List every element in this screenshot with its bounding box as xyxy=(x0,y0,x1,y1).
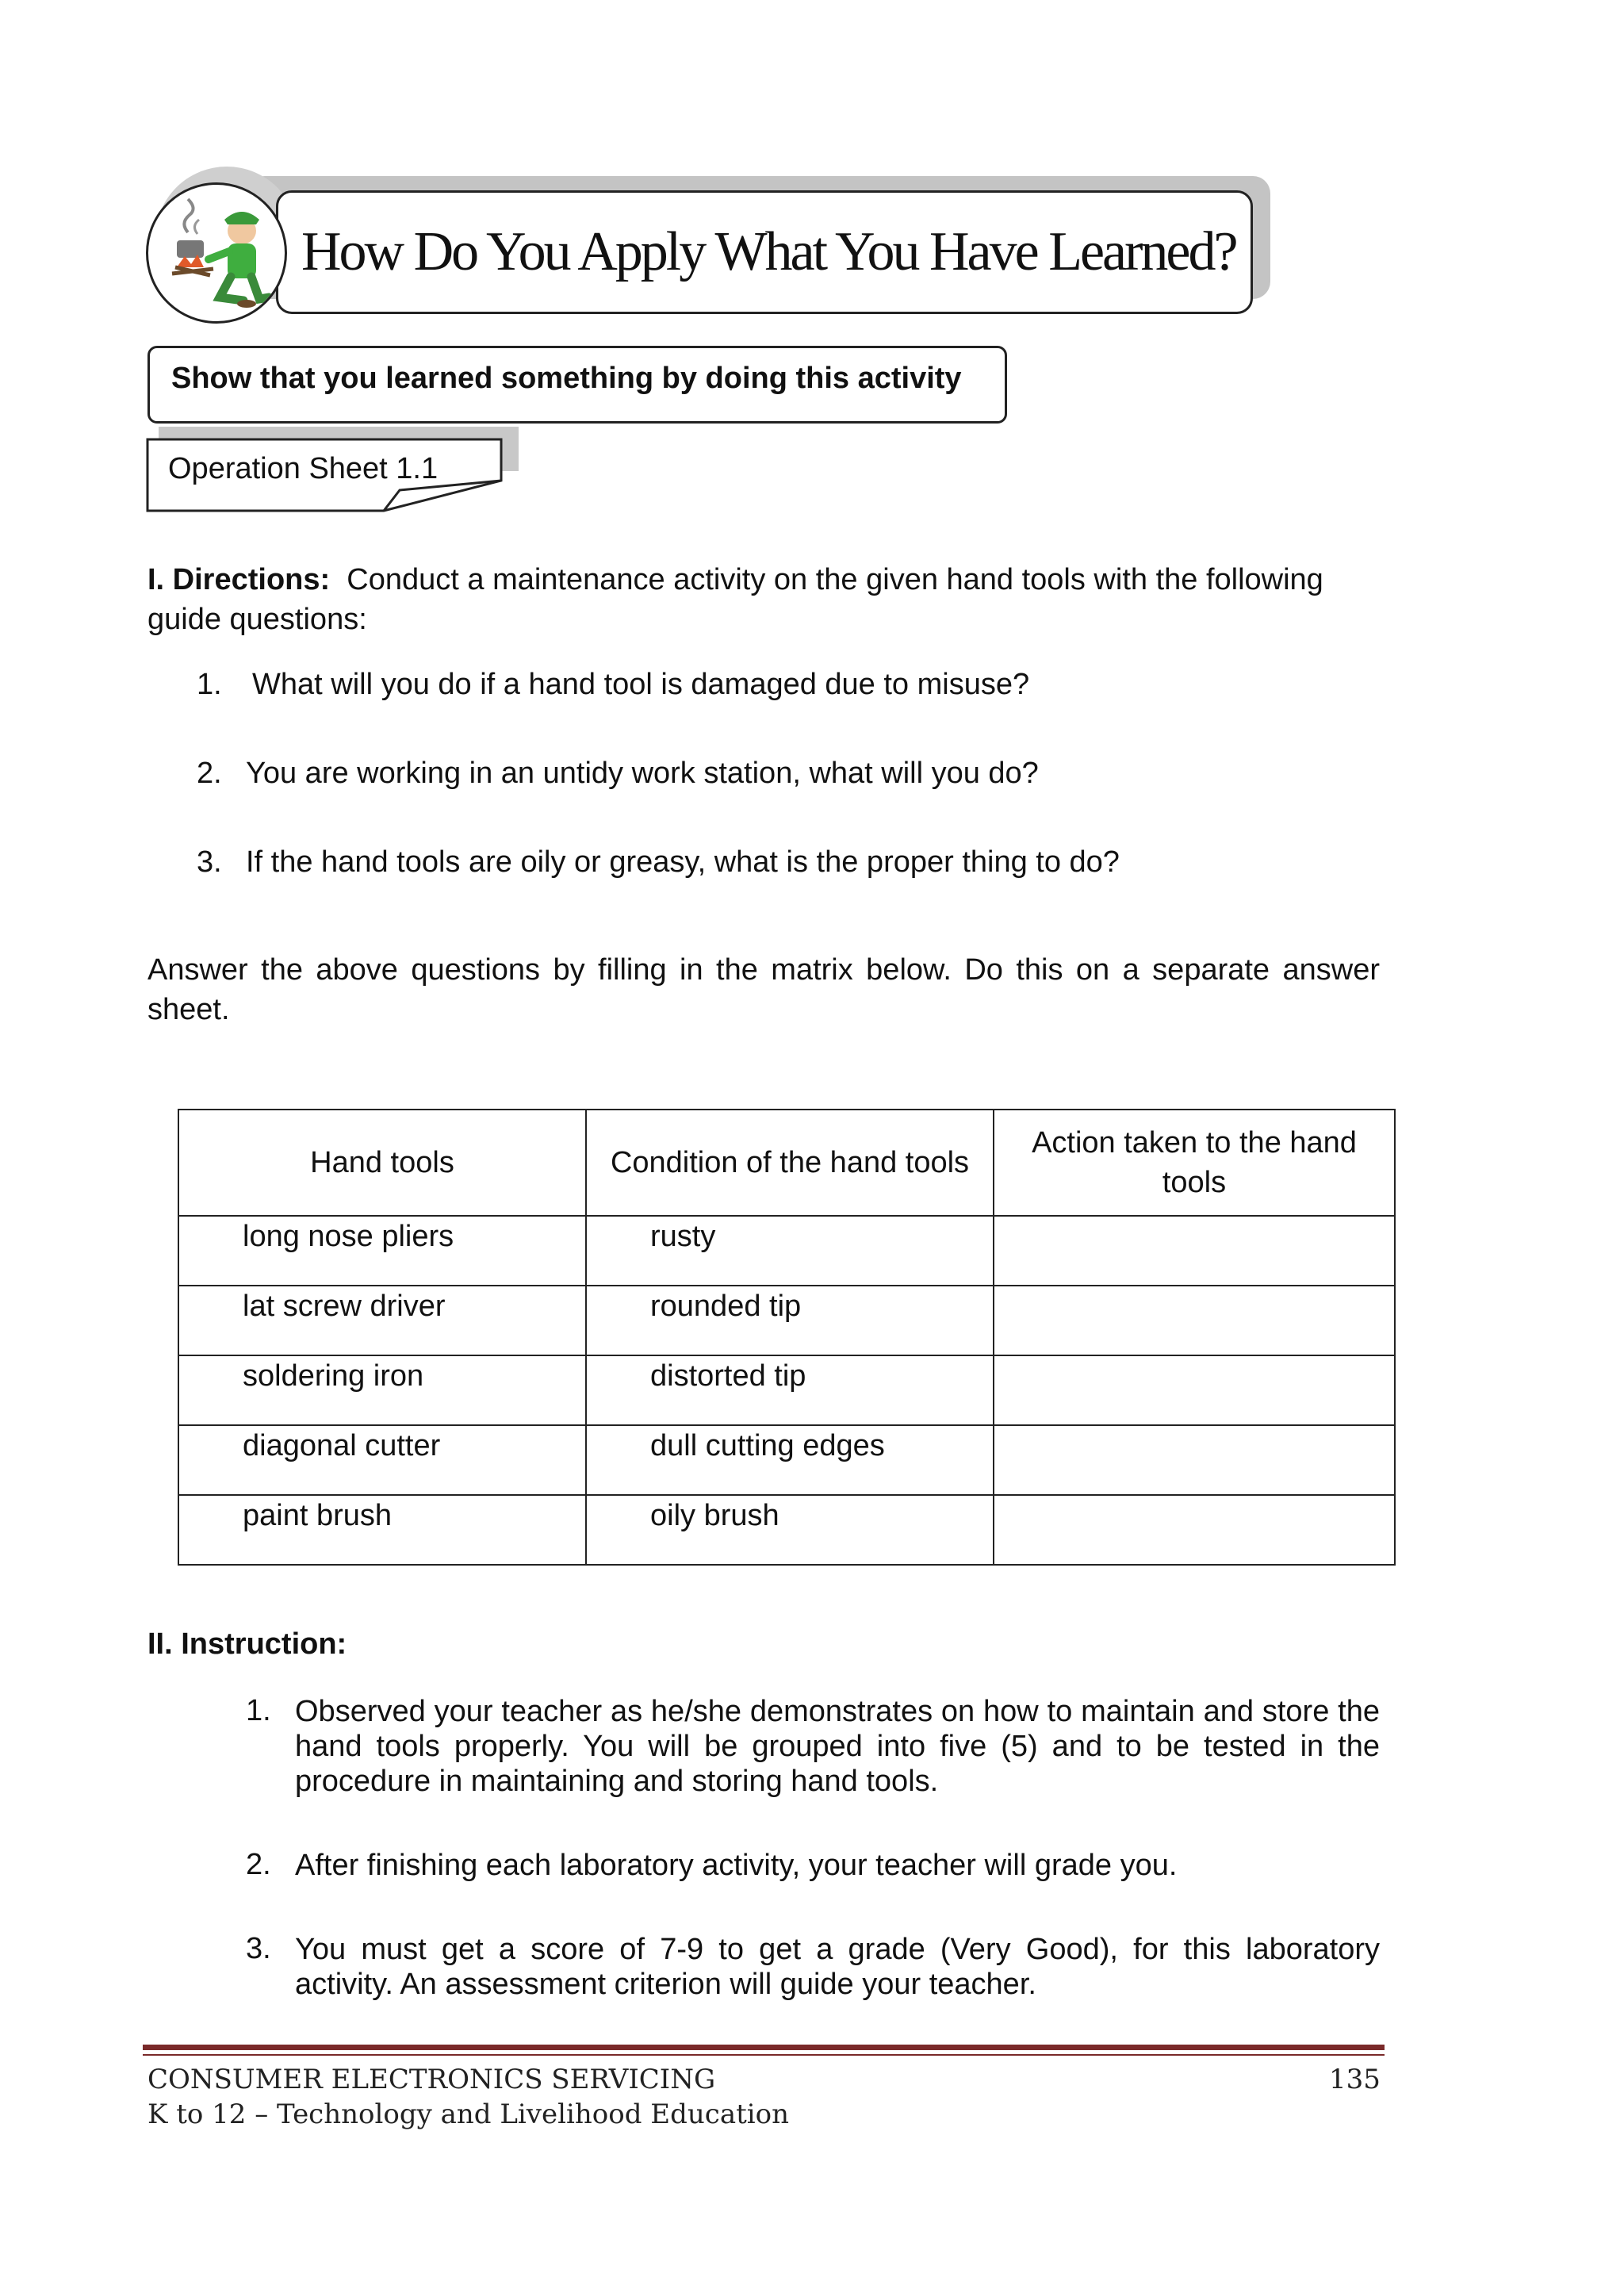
answer-instructions: Answer the above questions by filling in the matrix below. Do this on a separate answer sheet. xyxy=(147,953,1380,1026)
cell-hand-tool: diagonal cutter xyxy=(178,1425,586,1495)
table-row xyxy=(178,1286,1395,1355)
column-header-condition: Condition of the hand tools xyxy=(586,1110,994,1216)
question-number: 3. xyxy=(197,845,222,879)
directions-text: Conduct a maintenance activity on the given hand tools with the following guide questions: xyxy=(147,563,1323,636)
hand-tools-matrix xyxy=(178,1109,1396,1566)
directions-paragraph xyxy=(147,560,1385,639)
cell-hand-tool: lat screw driver xyxy=(178,1286,586,1355)
page-title: How Do You Apply What You Have Learned? xyxy=(301,221,1236,282)
banner-badge xyxy=(146,182,287,324)
cell-action[interactable] xyxy=(994,1495,1395,1565)
footer-course: CONSUMER ELECTRONICS SERVICING xyxy=(147,2064,716,2095)
cell-condition: distorted tip xyxy=(586,1355,994,1425)
instruction-number: 1. xyxy=(246,1694,271,1727)
instruction-heading: II. Instruction: xyxy=(147,1627,347,1661)
operation-sheet-label: Operation Sheet 1.1 xyxy=(168,452,439,485)
cell-action[interactable] xyxy=(994,1216,1395,1286)
cell-condition: dull cutting edges xyxy=(586,1425,994,1495)
cell-condition: rusty xyxy=(586,1216,994,1286)
cell-action[interactable] xyxy=(994,1425,1395,1495)
question-text: You are working in an untidy work station, what will you do? xyxy=(246,757,1039,790)
column-header-action: Action taken to the hand tools xyxy=(994,1110,1395,1216)
cell-action[interactable] xyxy=(994,1355,1395,1425)
table-row xyxy=(178,1495,1395,1565)
cell-condition: rounded tip xyxy=(586,1286,994,1355)
table-row xyxy=(178,1216,1395,1286)
camper-cooking-icon xyxy=(148,185,285,321)
table-row xyxy=(178,1355,1395,1425)
question-number: 1. xyxy=(197,668,222,701)
subheading: Show that you learned something by doing this activity xyxy=(171,362,962,395)
question-text: What will you do if a hand tool is damaged due to misuse? xyxy=(252,668,1030,701)
instruction-text: Observed your teacher as he/she demonstrates on how to maintain and store the hand tools properly. You will be grouped into five (5) and to be tested in the procedure in maintaining and storing hand tools. xyxy=(295,1695,1380,1798)
cell-hand-tool: paint brush xyxy=(178,1495,586,1565)
question-number: 2. xyxy=(197,757,222,790)
directions-label: I. Directions: xyxy=(147,563,331,596)
cell-hand-tool: long nose pliers xyxy=(178,1216,586,1286)
page-number: 135 xyxy=(1329,2064,1381,2095)
question-text: If the hand tools are oily or greasy, what is the proper thing to do? xyxy=(246,845,1120,879)
footer-rule xyxy=(143,2045,1385,2050)
cell-action[interactable] xyxy=(994,1286,1395,1355)
instruction-number: 2. xyxy=(246,1848,271,1881)
cell-condition: oily brush xyxy=(586,1495,994,1565)
footer-program: K to 12 – Technology and Livelihood Education xyxy=(147,2099,789,2130)
table-row xyxy=(178,1425,1395,1495)
instruction-number: 3. xyxy=(246,1932,271,1965)
footer-rule-thin xyxy=(143,2054,1385,2056)
cell-hand-tool: soldering iron xyxy=(178,1355,586,1425)
table-header-row xyxy=(178,1110,1395,1216)
instruction-text: After finishing each laboratory activity, your teacher will grade you. xyxy=(295,1849,1178,1882)
instruction-text: You must get a score of 7-9 to get a grade (Very Good), for this laboratory activity. An assessment criterion will guide your teacher. xyxy=(295,1933,1380,2001)
column-header-hand-tools: Hand tools xyxy=(178,1110,586,1216)
